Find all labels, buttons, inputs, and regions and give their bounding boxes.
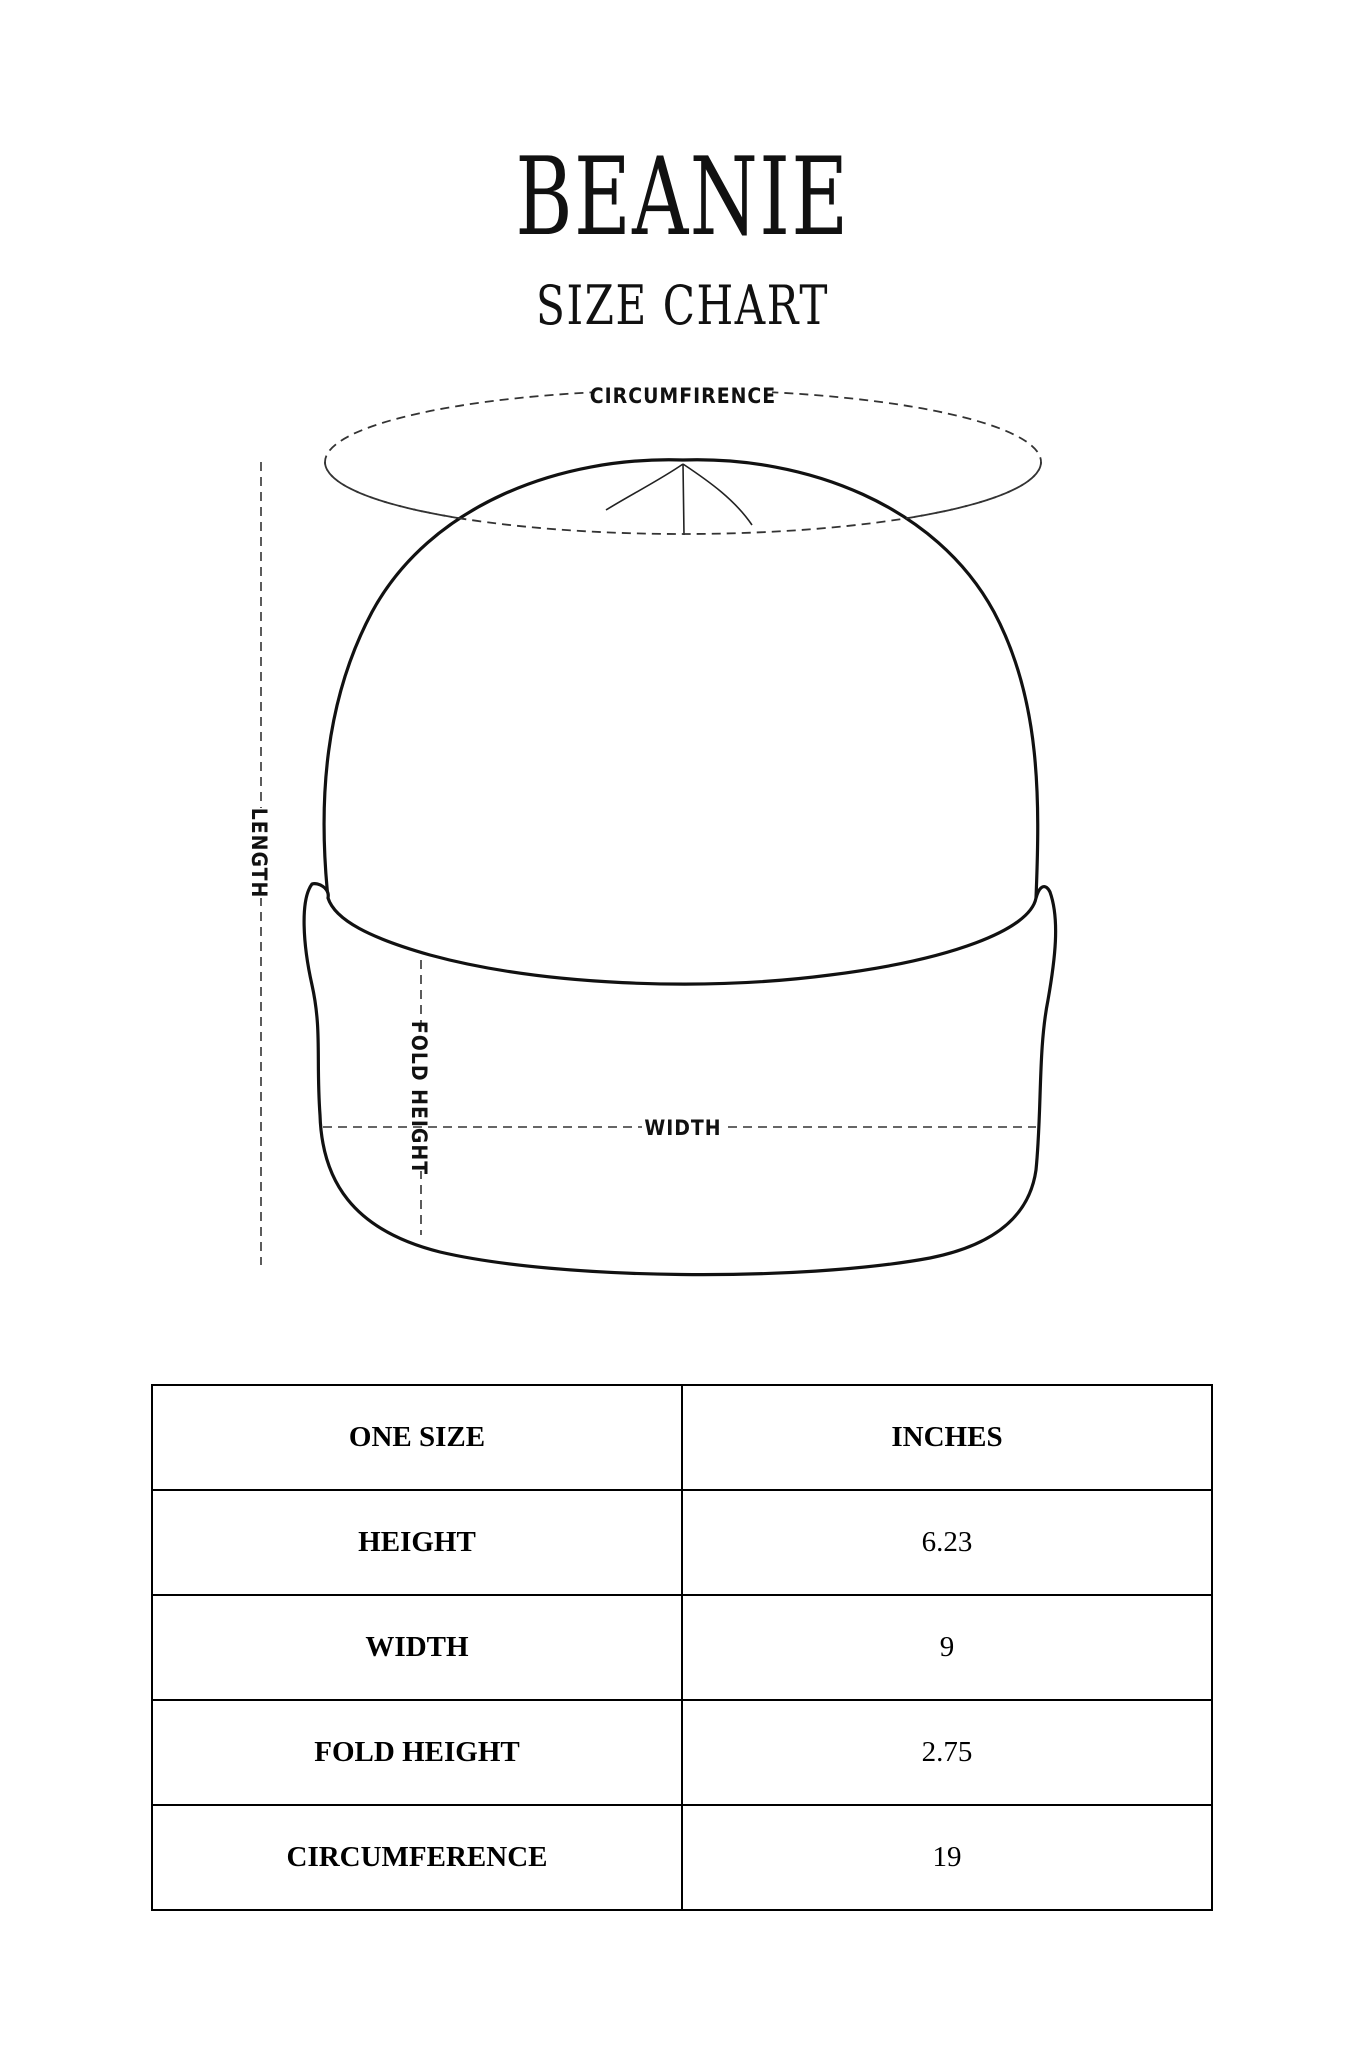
row-label: FOLD HEIGHT bbox=[152, 1700, 682, 1805]
page-title: BEANIE bbox=[515, 135, 850, 260]
length-label: LENGTH bbox=[247, 807, 271, 899]
row-value: 9 bbox=[682, 1595, 1212, 1700]
row-label: WIDTH bbox=[152, 1595, 682, 1700]
table-row bbox=[152, 1595, 1212, 1700]
table-row bbox=[152, 1490, 1212, 1595]
page-subtitle: SIZE CHART bbox=[536, 274, 829, 337]
width-label: WIDTH bbox=[644, 1116, 722, 1140]
row-label: CIRCUMFERENCE bbox=[152, 1805, 682, 1910]
beanie-crown bbox=[324, 460, 1038, 898]
column-header-inches: INCHES bbox=[682, 1385, 1212, 1490]
table-row bbox=[152, 1700, 1212, 1805]
row-value: 2.75 bbox=[682, 1700, 1212, 1805]
table-row bbox=[152, 1805, 1212, 1910]
row-value: 6.23 bbox=[682, 1490, 1212, 1595]
column-header-size: ONE SIZE bbox=[152, 1385, 682, 1490]
fold-height-label: FOLD HEIGHT bbox=[407, 1020, 431, 1176]
row-value: 19 bbox=[682, 1805, 1212, 1910]
circumference-label: CIRCUMFIRENCE bbox=[589, 384, 777, 408]
row-label: HEIGHT bbox=[152, 1490, 682, 1595]
table-header-row bbox=[152, 1385, 1212, 1490]
size-table bbox=[151, 1384, 1213, 1911]
